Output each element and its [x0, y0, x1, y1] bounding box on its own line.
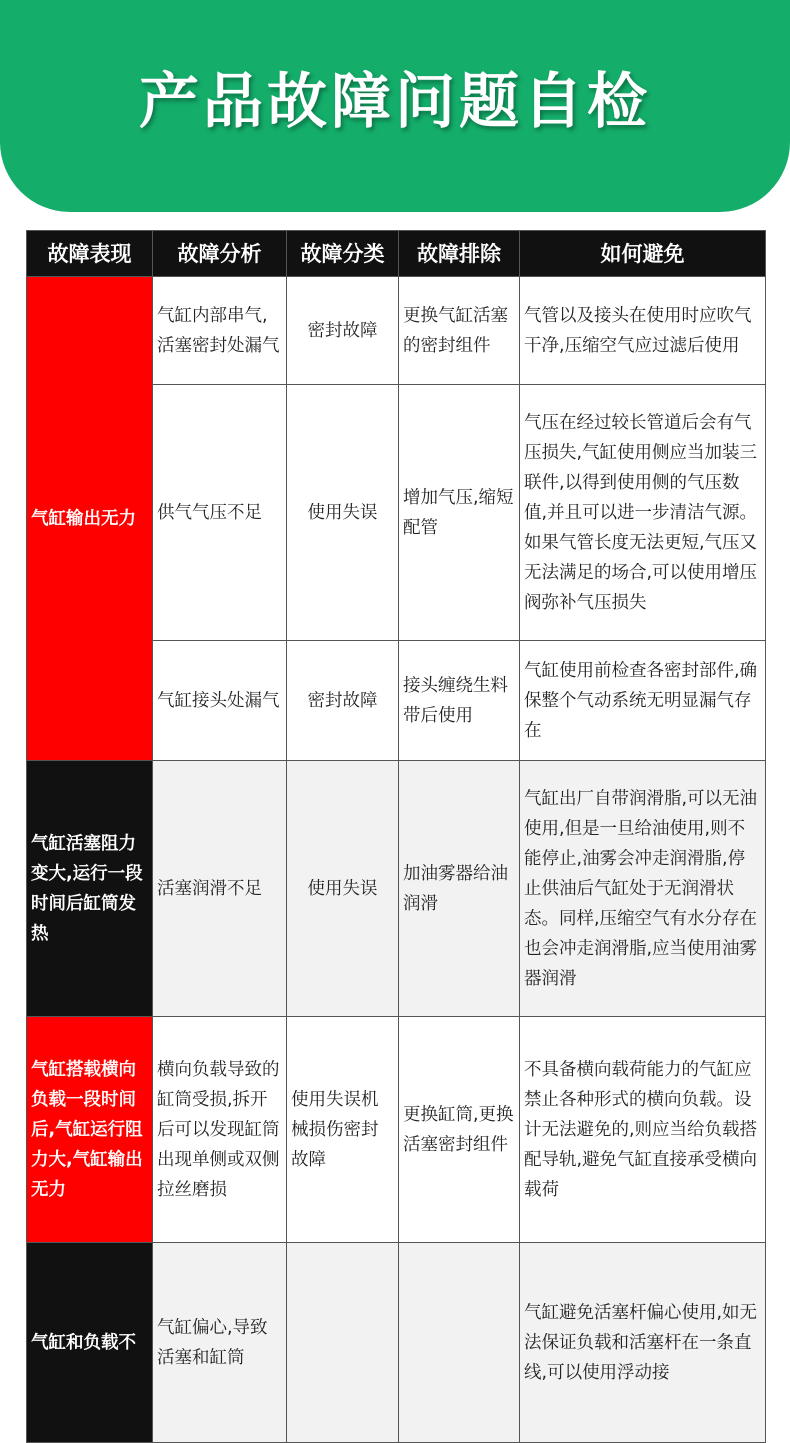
- category-cell: 密封故障: [287, 277, 399, 385]
- category-cell: 使用失误: [287, 761, 399, 1017]
- avoid-cell: 气缸出厂自带润滑脂,可以无油使用,但是一旦给油使用,则不能停止,油雾会冲走润滑脂,停止供油后气缸处于无润滑状态。同样,压缩空气有水分存在也会冲走润滑脂,应当使用油雾器润滑: [520, 761, 766, 1017]
- page-title: 产品故障问题自检: [139, 67, 651, 137]
- category-cell: 密封故障: [287, 641, 399, 761]
- table-row: [27, 761, 766, 1017]
- avoid-cell: 气缸避免活塞杆偏心使用,如无法保证负载和活塞杆在一条直线,可以使用浮动接: [520, 1243, 766, 1443]
- header-fix: 故障排除: [399, 231, 520, 277]
- analysis-cell: 横向负载导致的缸筒受损,拆开后可以发现缸筒出现单侧或双侧拉丝磨损: [153, 1017, 287, 1243]
- analysis-cell: 气缸内部串气,活塞密封处漏气: [153, 277, 287, 385]
- analysis-cell: 气缸偏心,导致活塞和缸筒: [153, 1243, 287, 1443]
- fault-table: [26, 230, 766, 1443]
- avoid-cell: 气缸使用前检查各密封部件,确保整个气动系统无明显漏气存在: [520, 641, 766, 761]
- fix-cell: 接头缠绕生料带后使用: [399, 641, 520, 761]
- table-row: [27, 1017, 766, 1243]
- header-avoid: 如何避免: [520, 231, 766, 277]
- fix-cell: [399, 1243, 520, 1443]
- avoid-cell: 气压在经过较长管道后会有气压损失,气缸使用侧应当加装三联件,以得到使用侧的气压数值,并且可以进一步清洁气源。如果气管长度无法更短,气压又无法满足的场合,可以使用增压阀弥补气压损失: [520, 385, 766, 641]
- category-cell: 使用失误机械损伤密封故障: [287, 1017, 399, 1243]
- category-cell: 使用失误: [287, 385, 399, 641]
- fix-cell: 增加气压,缩短配管: [399, 385, 520, 641]
- header-symptom: 故障表现: [27, 231, 153, 277]
- symptom-cell: 气缸活塞阻力变大,运行一段时间后缸筒发热: [27, 761, 153, 1017]
- avoid-cell: 不具备横向载荷能力的气缸应禁止各种形式的横向负载。设计无法避免的,则应当给负载搭配导轨,避免气缸直接承受横向载荷: [520, 1017, 766, 1243]
- analysis-cell: 供气气压不足: [153, 385, 287, 641]
- fix-cell: 更换气缸活塞的密封组件: [399, 277, 520, 385]
- fix-cell: 加油雾器给油润滑: [399, 761, 520, 1017]
- header-analysis: 故障分析: [153, 231, 287, 277]
- symptom-cell: 气缸搭载横向负载一段时间后,气缸运行阻力大,气缸输出无力: [27, 1017, 153, 1243]
- title-banner: [0, 0, 790, 212]
- analysis-cell: 气缸接头处漏气: [153, 641, 287, 761]
- category-cell: [287, 1243, 399, 1443]
- symptom-cell: 气缸和负载不: [27, 1243, 153, 1443]
- table-row: [27, 277, 766, 385]
- fix-cell: 更换缸筒,更换活塞密封组件: [399, 1017, 520, 1243]
- analysis-cell: 活塞润滑不足: [153, 761, 287, 1017]
- symptom-cell: 气缸输出无力: [27, 277, 153, 761]
- table-row: [27, 1243, 766, 1443]
- avoid-cell: 气管以及接头在使用时应吹气干净,压缩空气应过滤后使用: [520, 277, 766, 385]
- header-category: 故障分类: [287, 231, 399, 277]
- header-row: [27, 231, 766, 277]
